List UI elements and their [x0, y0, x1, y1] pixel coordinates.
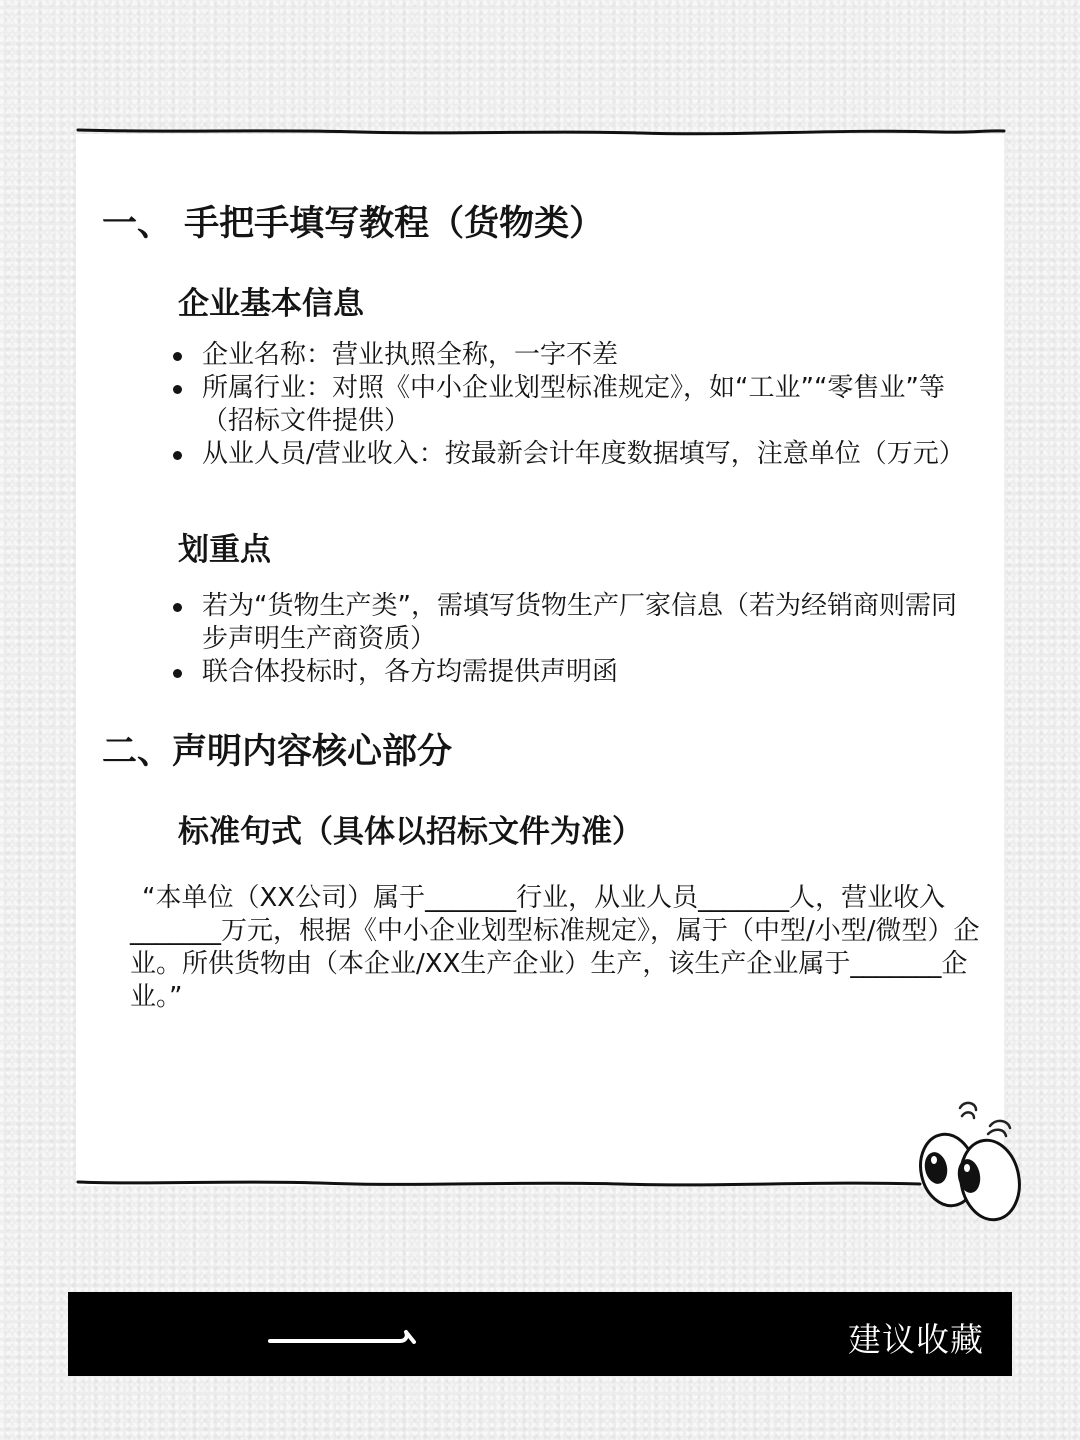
key-points-list — [0, 590, 1080, 689]
torn-edge-top — [0, 124, 1080, 138]
section-1-title: 一、 手把手填写教程（货物类） — [102, 204, 605, 244]
subsection-basic-info-heading: 企业基本信息 — [178, 286, 364, 322]
underline-stroke-icon — [268, 1328, 418, 1348]
bookmark-suggestion-text: 建议收藏 — [848, 1320, 984, 1359]
subsection-key-points-heading: 划重点 — [178, 532, 271, 568]
standard-sentence-quote: “本单位（XX公司）属于_______行业，从业人员_______人，营业收入_______万元，根据《中小企业划型标准规定》，属于（中型/小型/微型）企业。所供货物由（本企业/XX生产企业）生产，该生产企业属于_______企业。” — [130, 883, 980, 1012]
list-item: 从业人员/营业收入：按最新会计年度数据填写，注意单位（万元） — [0, 438, 1080, 471]
footer-bar — [68, 1292, 1012, 1376]
cartoon-eyes-icon — [912, 1096, 1034, 1228]
list-item: 联合体投标时，各方均需提供声明函 — [0, 656, 1080, 689]
list-item: 若为“货物生产类”，需填写货物生产厂家信息（若为经销商则需同步声明生产商资质） — [0, 590, 1080, 656]
list-item: 所属行业：对照《中小企业划型标准规定》，如“工业”“零售业”等（招标文件提供） — [0, 372, 1080, 438]
list-item: 企业名称：营业执照全称，一字不差 — [0, 339, 1080, 372]
basic-info-list — [0, 339, 1080, 471]
section-2-title: 二、声明内容核心部分 — [102, 732, 453, 772]
standard-sentence-heading: 标准句式（具体以招标文件为准） — [178, 814, 643, 850]
